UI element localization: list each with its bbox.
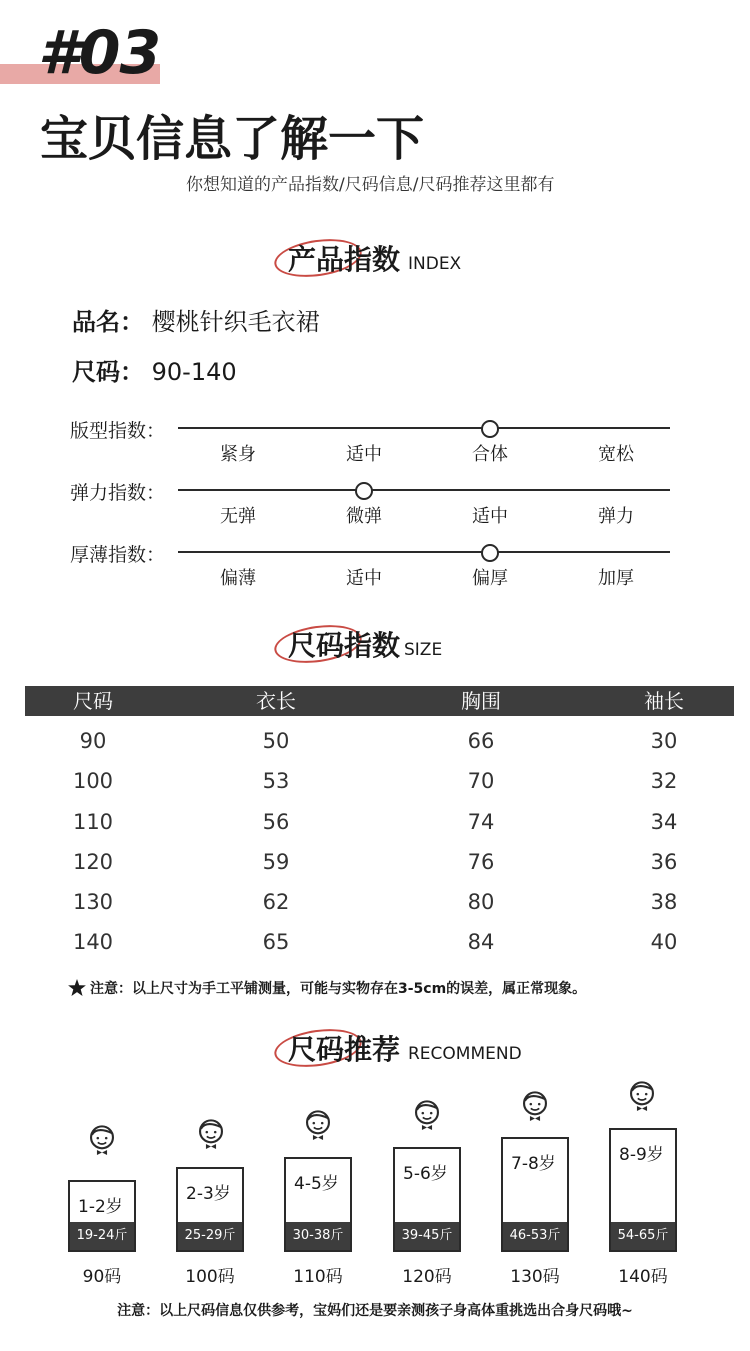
index-option: 偏厚 xyxy=(472,568,508,589)
table-cell: 130 xyxy=(72,890,114,914)
index-label: 弹力指数： xyxy=(70,482,166,504)
index-label: 厚薄指数： xyxy=(70,544,166,566)
table-cell: 100 xyxy=(72,769,114,793)
product-name-row xyxy=(72,302,320,337)
child-face-icon xyxy=(194,1117,228,1149)
size-label: 130码 xyxy=(510,1267,560,1287)
section-header-recommend xyxy=(0,1026,750,1076)
index-option: 适中 xyxy=(346,444,382,465)
index-option: 合体 xyxy=(472,444,508,465)
product-size-row xyxy=(72,352,237,387)
index-option: 弹力 xyxy=(598,506,634,527)
table-cell: 110 xyxy=(72,810,114,834)
index-option: 宽松 xyxy=(598,444,634,465)
weight-label: 46-53斤 xyxy=(503,1222,567,1250)
section-number: #03 xyxy=(38,18,161,88)
recommend-note: 注意：以上尺码信息仅供参考，宝妈们还是要亲测孩子身高体重挑选出合身尺码哦~ xyxy=(117,1303,633,1319)
index-line xyxy=(178,551,670,553)
index-option: 加厚 xyxy=(598,568,634,589)
table-cell: 62 xyxy=(262,890,290,914)
child-face-icon xyxy=(301,1108,335,1140)
size-table-header xyxy=(25,686,734,716)
size-card xyxy=(501,1137,569,1252)
weight-label: 30-38斤 xyxy=(286,1222,350,1250)
product-size-value: 90-140 xyxy=(151,358,237,386)
child-face-icon xyxy=(410,1098,444,1130)
section-subtitle: INDEX xyxy=(408,254,462,274)
table-cell: 34 xyxy=(650,810,678,834)
size-label: 110码 xyxy=(293,1267,343,1287)
table-cell: 90 xyxy=(79,729,107,753)
table-cell: 59 xyxy=(262,850,290,874)
weight-label: 25-29斤 xyxy=(178,1222,242,1250)
size-card xyxy=(284,1157,352,1252)
column-header: 尺码 xyxy=(73,689,113,713)
table-cell: 50 xyxy=(262,729,290,753)
column-header: 胸围 xyxy=(461,689,501,713)
table-cell: 53 xyxy=(262,769,290,793)
age-label: 2-3岁 xyxy=(186,1184,231,1204)
index-option: 微弹 xyxy=(346,506,382,527)
index-option: 偏薄 xyxy=(220,568,256,589)
product-name-label: 品名： xyxy=(72,308,144,336)
index-marker xyxy=(481,420,499,438)
table-cell: 56 xyxy=(262,810,290,834)
index-option: 紧身 xyxy=(220,444,256,465)
index-label: 版型指数： xyxy=(70,420,166,442)
weight-label: 54-65斤 xyxy=(611,1222,675,1250)
table-cell: 70 xyxy=(467,769,495,793)
section-title: 尺码指数 xyxy=(288,629,401,662)
table-cell: 30 xyxy=(650,729,678,753)
child-face-icon xyxy=(518,1089,552,1121)
table-cell: 76 xyxy=(467,850,495,874)
size-card xyxy=(393,1147,461,1252)
weight-label: 39-45斤 xyxy=(395,1222,459,1250)
size-card xyxy=(609,1128,677,1252)
page-title: 宝贝信息了解一下 xyxy=(40,111,425,167)
size-card xyxy=(68,1180,136,1252)
index-marker xyxy=(355,482,373,500)
child-face-icon xyxy=(625,1079,659,1111)
section-header-index xyxy=(0,236,750,286)
table-cell: 80 xyxy=(467,890,495,914)
index-line xyxy=(178,427,670,429)
age-label: 4-5岁 xyxy=(294,1174,339,1194)
star-icon xyxy=(68,979,86,996)
column-header: 衣长 xyxy=(256,689,296,713)
index-marker xyxy=(481,544,499,562)
size-label: 140码 xyxy=(618,1267,668,1287)
section-title: 尺码推荐 xyxy=(288,1033,401,1066)
age-label: 7-8岁 xyxy=(511,1154,556,1174)
age-label: 1-2岁 xyxy=(78,1197,123,1217)
table-cell: 66 xyxy=(467,729,495,753)
product-size-label: 尺码： xyxy=(72,358,144,386)
weight-label: 19-24斤 xyxy=(70,1222,134,1250)
table-cell: 74 xyxy=(467,810,495,834)
measurement-note: 注意：以上尺寸为手工平铺测量，可能与实物存在3-5cm的误差，属正常现象。 xyxy=(90,981,587,997)
section-subtitle: RECOMMEND xyxy=(408,1044,522,1064)
table-cell: 36 xyxy=(650,850,678,874)
child-face-icon xyxy=(85,1123,119,1155)
index-option: 无弹 xyxy=(220,506,256,527)
page-subtitle: 你想知道的产品指数/尺码信息/尺码推荐这里都有 xyxy=(186,175,555,195)
section-subtitle: SIZE xyxy=(404,640,443,660)
table-cell: 140 xyxy=(72,930,114,954)
age-label: 5-6岁 xyxy=(403,1164,448,1184)
age-label: 8-9岁 xyxy=(619,1145,664,1165)
table-cell: 32 xyxy=(650,769,678,793)
table-cell: 84 xyxy=(467,930,495,954)
section-title: 产品指数 xyxy=(288,243,401,276)
table-cell: 38 xyxy=(650,890,678,914)
product-name-value: 樱桃针织毛衣裙 xyxy=(151,308,320,336)
size-label: 90码 xyxy=(82,1267,122,1287)
index-option: 适中 xyxy=(346,568,382,589)
section-header-size xyxy=(0,622,750,672)
table-cell: 65 xyxy=(262,930,290,954)
table-cell: 120 xyxy=(72,850,114,874)
size-label: 120码 xyxy=(402,1267,452,1287)
column-header: 袖长 xyxy=(644,689,684,713)
index-line xyxy=(178,489,670,491)
size-card xyxy=(176,1167,244,1252)
index-option: 适中 xyxy=(472,506,508,527)
size-label: 100码 xyxy=(185,1267,235,1287)
table-cell: 40 xyxy=(650,930,678,954)
